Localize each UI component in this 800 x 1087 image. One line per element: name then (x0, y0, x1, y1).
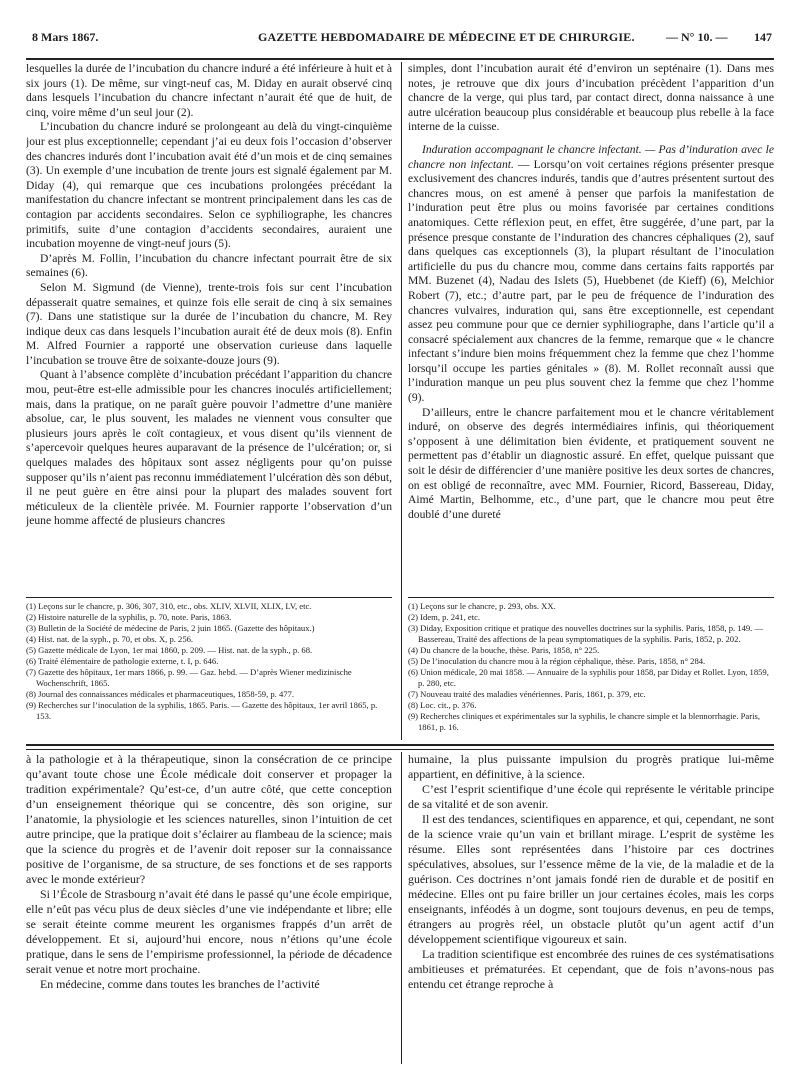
header-rule (26, 58, 774, 60)
footnote: (5) De l’inoculation du chancre mou à la région céphalique, thèse. Paris, 1858, n° 284. (408, 656, 706, 666)
footnote: (7) Gazette des hôpitaux, 1er mars 1866, p. 99. — Gaz. hebd. — D’après Wiener medizinische Wochenschrift, 1865. (26, 667, 352, 688)
issue-number: — N° 10. — (666, 30, 728, 44)
paragraph: C’est l’esprit scientifique d’une école qui représente le véritable principe de sa vitalité et de son avenir. (408, 782, 774, 811)
paragraph: En médecine, comme dans toutes les branches de l’activité (40, 977, 320, 991)
paragraph: Selon M. Sigmund (de Vienne), trente-trois fois sur cent l’incubation dépasserait quatre semaines, et quinze fois elle serait de cinq à six semaines (7). Dans une statistique sur la durée de l’incubation du chancre, M. Rey indique deux cas dans lesquels l’incubation aurait été de deux mois (8). Enfin M. Alfred Fournier a rapporté une observation curieuse dans laquelle l’incubation se trouve être de soixante-douze jours (9). (26, 280, 392, 367)
section-separator (26, 744, 774, 746)
footnote: (9) Recherches sur l’inoculation de la syphilis, 1865. Paris. — Gazette des hôpitaux, 1er avril 1865, p. 153. (26, 700, 378, 721)
article-column-bottom-right (408, 752, 774, 1064)
footnote: (1) Leçons sur le chancre, p. 306, 307, 310, etc., obs. XLIV, XLVII, XLIX, LV, etc. (26, 601, 312, 611)
paragraph: Quant à l’absence complète d’incubation précédant l’apparition du chancre mou, peut-être est-elle admissible pour les chancres inoculés artificiellement; mais, dans la pratique, on ne paraît guère pouvoir l’admettre d’une manière absolue, car, le plus souvent, les malades ne viennent vous consulter que plusieurs jours après le coït contagieux, et vous disent qu’ils viennent de s’apercevoir quelques heures auparavant de la présence de l’ulcération; or, si quelques malades des hôpitaux sont assez négligents pour qu’on puisse supposer qu’ils n’aient pas reconnu immédiatement l’ulcération dès son début, il ne peut guère en être ainsi pour la plupart des malades souvent fort méticuleux de la clientèle privée. M. Fournier rapporte l’observation d’un jeune homme affecté de plusieurs chancres (26, 368, 392, 528)
article-column-bottom-left (26, 752, 392, 1064)
footnote: (4) Du chancre de la bouche, thèse. Paris, 1858, n° 225. (408, 645, 600, 655)
section-heading: Induration accompagnant le chancre infectant. — Pas d’induration avec le chancre non infectant. (408, 142, 774, 171)
paragraph: simples, dont l’incubation aurait été d’environ un septénaire (1). Dans mes notes, je retrouve que dix jours d’incubation précèdent l’apparition d’un chancre de la verge, qui plus tard, par contact direct, donna naissance à une autre ulcération beaucoup plus considérable et beaucoup plus rebelle à la face interne de la cuisse. (408, 62, 774, 134)
paragraph: lesquelles la durée de l’incubation du chancre induré a été inférieure à huit et à six jours (1). De même, sur vingt-neuf cas, M. Diday en aurait observé cinq dans lesquels l’incubation du chancre infectant n’aurait été que de huit, de cinq, voire même d’un seul jour (2). (26, 62, 392, 119)
footnote: (8) Loc. cit., p. 376. (408, 700, 477, 710)
column-divider-bottom (401, 752, 402, 1064)
journal-title: GAZETTE HEBDOMADAIRE DE MÉDECINE ET DE CHIRURGIE. (258, 30, 635, 44)
paragraph: La tradition scientifique est encombrée des ruines de ces systématisations ambitieuses et prématurées. Et cependant, que de fois n’avons-nous pas entendu cet étrange reproche à (408, 947, 774, 991)
issue-date: 8 Mars 1867. (32, 30, 99, 44)
footnote: (9) Recherches cliniques et expérimentales sur la syphilis, le chancre simple et la blennorrhagie. Paris, 1861, p. 16. (408, 711, 760, 732)
paragraph: D’après M. Follin, l’incubation du chancre infectant pourrait être de six semaines (6). (26, 251, 392, 280)
footnote: (3) Bulletin de la Société de médecine de Paris, 2 juin 1865. (Gazette des hôpitaux.) (26, 623, 315, 633)
article-column-top-right (408, 62, 774, 594)
footnotes-right (408, 601, 774, 739)
footnote: (1) Leçons sur le chancre, p. 293, obs. XX. (408, 601, 556, 611)
section-separator-thin (26, 749, 774, 750)
footnote: (2) Idem, p. 241, etc. (408, 612, 481, 622)
footnotes-left (26, 601, 392, 739)
paragraph: Il est des tendances, scientifiques en apparence, et qui, cependant, ne sont de la science vraie qu’un vain et brillant mirage. L’esprit de système les résume. Elles sont représentées dans l’histoire par ces doctrines spéculatives, absolues, sur l’essence même de la vie, de la maladie et de la guérison. Ces doctrines n’ont jamais fondé rien de durable et de positif en médecine. Elles ont pu faire briller un jour certaines écoles, mais les corps enseignants, inféodés à un dogme, sont toujours devenus, en peu de temps, étrangers au progrès réel, un obstacle plutôt qu’un agent actif d’un développement scientifique vigoureux et sain. (408, 812, 774, 946)
footnote: (3) Diday, Exposition critique et pratique des nouvelles doctrines sur la syphilis. Paris, 1858, p. 149. — Bassereau, Traité des affections de la peau symptomatiques de la syphilis. Paris, 1852, p. 202. (408, 623, 764, 644)
section-paragraph (408, 143, 774, 406)
footnote-rule-left (26, 597, 392, 598)
footnote: (5) Gazette médicale de Lyon, 1er mai 1860, p. 209. — Hist. nat. de la syph., p. 68. (26, 645, 313, 655)
footnote: (6) Union médicale, 20 mai 1858. — Annuaire de la syphilis pour 1858, par Diday et Rollet. Lyon, 1859, p. 280, etc. (408, 667, 769, 688)
footnote: (8) Journal des connaissances médicales et pharmaceutiques, 1858-59, p. 477. (26, 689, 294, 699)
column-divider-top (401, 62, 402, 740)
paragraph: D’ailleurs, entre le chancre parfaitement mou et le chancre véritablement induré, on observe des degrés intermédiaires infinis, qui théoriquement s’opposent à une délimitation bien évidente, et pratiquement souvent ne permettent pas d’établir un diagnostic assuré. En effet, quelque puissant que soit le désir de différencier d’une manière positive les deux sortes de chancres, on est obligé de reconnaître, avec MM. Fournier, Ricord, Bassereau, Diday, Aimé Martin, Belhomme, etc., d’une part, que le chancre mou peut être doublé d’une dureté (408, 405, 774, 521)
page-number: 147 (754, 30, 772, 44)
section-text: — Lorsqu’on voit certaines régions présenter presque exclusivement des chancres indurés, tandis que d’autres présentent surtout des chancres mous, on est amené à penser que parfois la manifestation de l’induration peut être plus ou moins favorisée par certaines conditions anatomiques. Cette réflexion peut, en effet, être suggérée, d’une part, par la présence presque constante de l’induration des chancres céphaliques (2), sauf dans quelques cas exceptionnels (3), la plupart résultant de l’inoculation artificielle du pus du chancre mou, comme dans certains faits rapportés par MM. Buzenet (4), Nadau des Islets (5), Huebbenet (de Kieff) (6), Melchior Robert (7), etc.; d’autre part, par le peu de fréquence de l’induration des chancres vulvaires, induration qui, sans être exceptionnelle, est cependant assez peu commune pour que ce dernier syphiliographe, dans l’article qu’il a consacré spécialement aux chancres de la femme, remarque que « le chancre infectant s’indure bien moins fréquemment chez la femme que chez l’homme lorsqu’il occupe les parties génitales » (8). M. Rollet reconnaît aussi que l’induration manque un peu plus souvent chez la femme que chez l’homme (9). (408, 157, 774, 405)
footnote: (2) Histoire naturelle de la syphilis, p. 70, note. Paris, 1863. (26, 612, 232, 622)
footnote-rule-right (408, 597, 774, 598)
paragraph: Si l’École de Strasbourg n’avait été dans le passé qu’une école empirique, elle n’eût pas vécu plus de deux siècles d’une vie indépendante et libre; elle se serait éteinte comme meurent les organismes frappés d’un arrêt de développement. Et si, aujourd’hui encore, nous n’étions qu’une école pratique, dans le sens de l’empirisme professionnel, la période de décadence serait venue et notre mort prochaine. (26, 887, 392, 976)
footnote: (4) Hist. nat. de la syph., p. 70, et obs. X, p. 256. (26, 634, 194, 644)
paragraph: humaine, la plus puissante impulsion du progrès pratique lui-même appartient, en définitive, à la science. (408, 752, 774, 781)
paragraph: à la pathologie et à la thérapeutique, sinon la consécration de ce principe qu’avant toute chose une École médicale doit conserver et propager la tradition expérimentale? Qu’est-ce, d’un autre côté, que cette conception d’un enseignement théorique qui se concentre, dès son origine, sur l’anatomie, la physiologie et les sciences naturelles, sinon l’intuition de cet autre principe, que la pratique doit s’éclairer au flambeau de la science; mais que la science du progrès et de l’avenir doit reposer sur la connaissance positive de l’organisme, de sa structure, de ses fonctions et de ses rapports avec le monde extérieur? (26, 752, 392, 886)
page-header (26, 26, 774, 52)
footnote: (7) Nouveau traité des maladies vénériennes. Paris, 1861, p. 379, etc. (408, 689, 646, 699)
footnote: (6) Traité élémentaire de pathologie externe, t. I, p. 646. (26, 656, 219, 666)
article-column-top-left (26, 62, 392, 594)
paragraph: L’incubation du chancre induré se prolongeant au delà du vingt-cinquième jour est plus exceptionnelle; cependant j’ai eu deux fois l’occasion d’observer des chancres indurés dont l’incubation avait été d’un mois et de cinq semaines (3). Un exemple d’une incubation de trente jours est signalé également par M. Diday (4), qui remarque que ces incubations prolongées précédant la manifestation du chancre infectant se montrent principalement dans les cas de contagion par accidents secondaires. Selon ce syphiliographe, les chancres primitifs, suite d’une contagion d’accidents secondaires, auraient une incubation moyenne de vingt-neuf jours (5). (26, 120, 392, 251)
